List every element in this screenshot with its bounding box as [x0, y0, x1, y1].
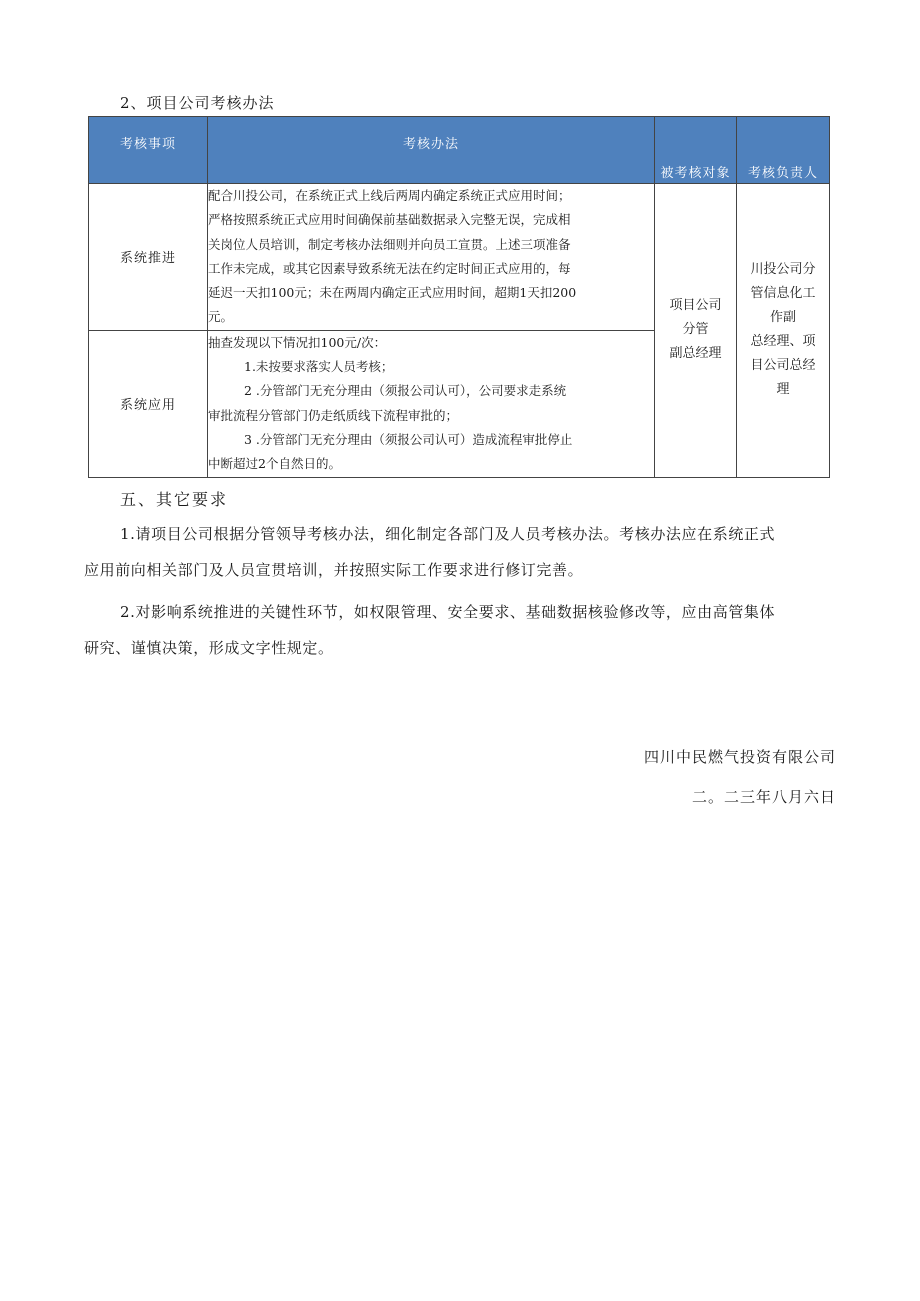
- paragraph-2-line-1: 2.对影响系统推进的关键性环节，如权限管理、安全要求、基础数据核验修改等，应由高管集体: [120, 603, 776, 621]
- responsible-line: 理: [776, 382, 790, 398]
- responsible-line: 管信息化工: [750, 286, 816, 302]
- paragraph-2-line-2: 研究、谨慎决策，形成文字性规定。: [84, 639, 334, 657]
- header-target: 被考核对象: [655, 117, 737, 184]
- paragraph-2: [84, 594, 836, 666]
- assessed-target-cell: [655, 184, 737, 478]
- row-item-label: 系统推进: [89, 184, 208, 331]
- method-line: 关岗位人员培训，制定考核办法细则并向员工宣贯。上述三项准备: [208, 236, 571, 252]
- method-line: 2 .分管部门无充分理由（须报公司认可），公司要求走系统: [244, 383, 567, 399]
- method-line: 严格按照系统正式应用时间确保前基础数据录入完整无误，完成相: [208, 212, 571, 228]
- row-method-text: [208, 184, 655, 331]
- responsible-person-cell: [737, 184, 830, 478]
- table-header-row: [89, 117, 830, 184]
- method-line: 中断超过2个自然日的。: [208, 456, 341, 472]
- responsible-line: 目公司总经: [750, 358, 816, 374]
- method-line: 抽查发现以下情况扣100元/次：: [208, 334, 387, 350]
- paragraph-1: [84, 516, 836, 588]
- section-heading-assessment-method: 2、项目公司考核办法: [120, 94, 275, 112]
- target-line: 分管: [682, 322, 709, 338]
- table-row: [89, 184, 830, 331]
- section-heading-other-requirements: 五、其它要求: [120, 490, 229, 509]
- responsible-line: 川投公司分: [750, 262, 816, 278]
- method-line: 配合川投公司，在系统正式上线后两周内确定系统正式应用时间；: [208, 188, 571, 203]
- row-item-label: 系统应用: [89, 330, 208, 477]
- method-line: 延迟一天扣100元；未在两周内确定正式应用时间，超期1天扣200: [208, 285, 577, 301]
- signature-company: 四川中民燃气投资有限公司: [643, 748, 836, 766]
- responsible-line: 总经理、项: [750, 334, 816, 350]
- signature-date: 二。二三年八月六日: [691, 788, 836, 806]
- responsible-line: 作副: [769, 310, 796, 326]
- row-method-text: [208, 330, 655, 477]
- target-line: 副总经理: [669, 346, 722, 362]
- paragraph-1-line-1: 1.请项目公司根据分管领导考核办法，细化制定各部门及人员考核办法。考核办法应在系统正式: [120, 525, 776, 543]
- header-method: 考核办法: [208, 117, 655, 184]
- paragraph-1-line-2: 应用前向相关部门及人员宣贯培训，并按照实际工作要求进行修订完善。: [84, 561, 584, 579]
- assessment-table: [88, 116, 830, 478]
- method-line: 工作未完成，或其它因素导致系统无法在约定时间正式应用的，每: [208, 260, 571, 276]
- method-line: 审批流程分管部门仍走纸质线下流程审批的；: [208, 407, 459, 423]
- method-line: 元。: [208, 309, 234, 325]
- header-item: 考核事项: [89, 117, 208, 184]
- method-line: 1.未按要求落实人员考核；: [244, 359, 394, 375]
- method-line: 3 .分管部门无充分理由（须报公司认可）造成流程审批停止: [244, 431, 573, 447]
- target-line: 项目公司: [669, 298, 722, 314]
- header-responsible: 考核负责人: [737, 117, 830, 184]
